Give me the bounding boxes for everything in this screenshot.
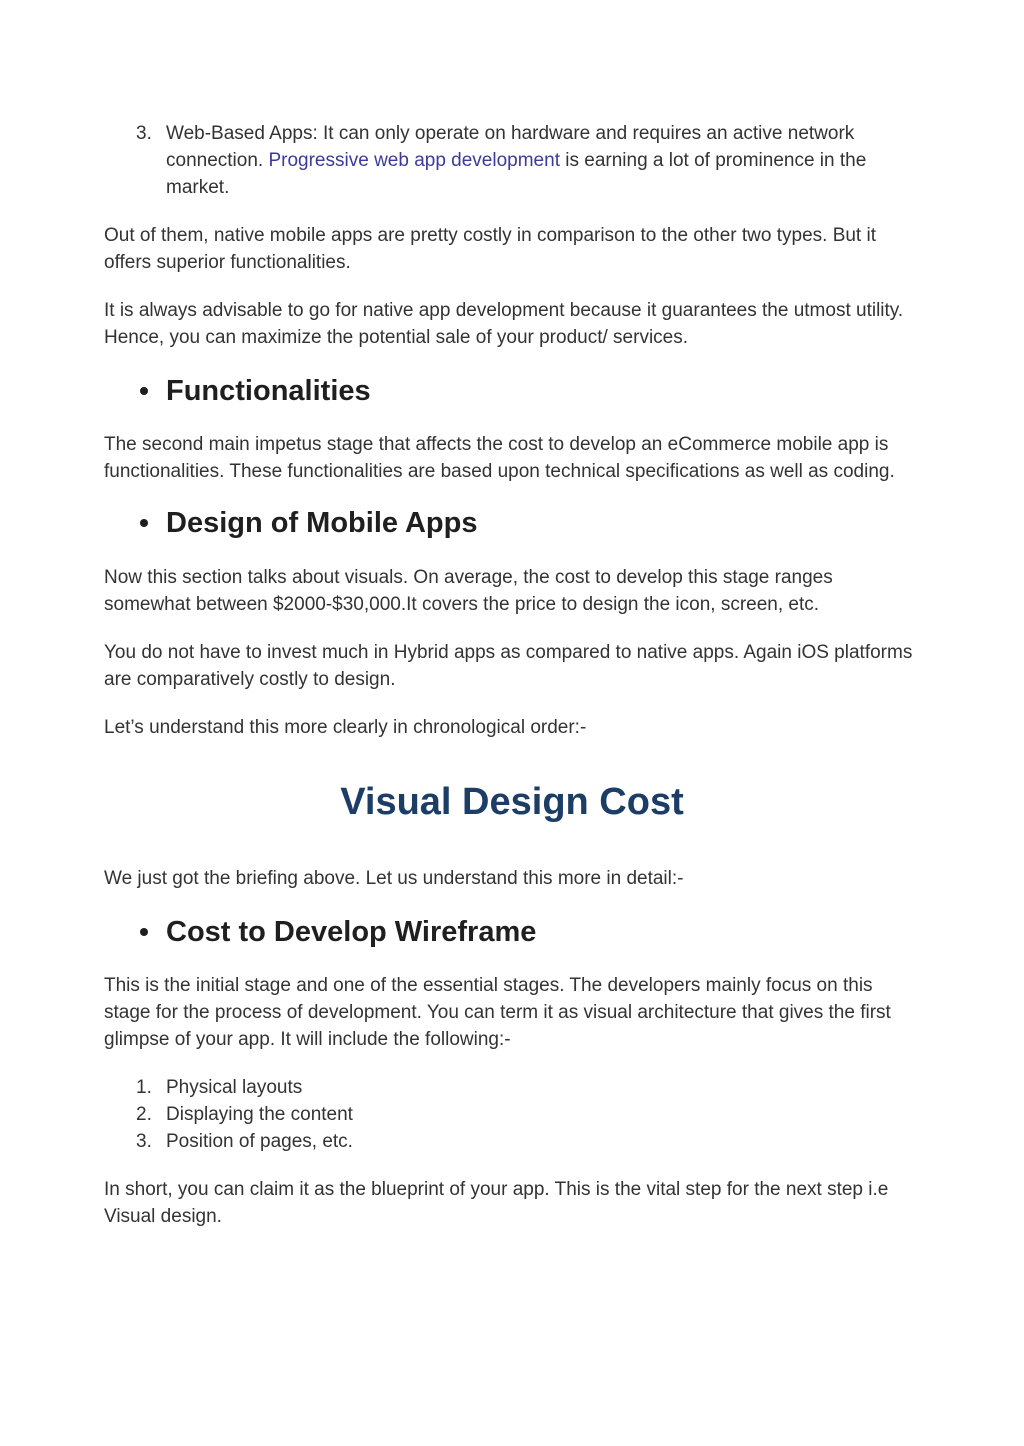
bullet-icon — [140, 928, 148, 936]
list-number: 1. — [136, 1077, 152, 1098]
bullet-icon — [140, 519, 148, 527]
app-types-list — [104, 120, 920, 201]
list-text-after: is earning a lot of prominence in the market. — [166, 150, 867, 198]
list-item — [104, 120, 920, 201]
bullet-icon — [140, 387, 148, 395]
paragraph-hybrid: You do not have to invest much in Hybrid apps as compared to native apps. Again iOS platforms are comparatively costly to design. — [104, 642, 913, 690]
pwa-development-link[interactable]: Progressive web app development — [268, 150, 560, 171]
heading-functionalities — [104, 373, 920, 409]
wireframe-list — [104, 1074, 920, 1155]
list-item — [104, 1101, 920, 1128]
paragraph-native-advice: It is always advisable to go for native app development because it guarantees the utmost utility. Hence, you can maximize the potential sale of your product/ services. — [104, 300, 904, 348]
section-title: Visual Design Cost — [340, 781, 684, 823]
paragraph-briefing: We just got the briefing above. Let us understand this more in detail:- — [104, 868, 684, 889]
paragraph-blueprint: In short, you can claim it as the blueprint of your app. This is the vital step for the next step i.e Visual design. — [104, 1179, 889, 1227]
paragraph-chronological: Let’s understand this more clearly in chronological order:- — [104, 717, 587, 738]
heading-wireframe — [104, 914, 920, 950]
list-text: Displaying the content — [166, 1104, 353, 1125]
list-number: 2. — [136, 1104, 152, 1125]
paragraph-wireframe: This is the initial stage and one of the essential stages. The developers mainly focus on this stage for the process of development. You can term it as visual architecture that gives the first glimpse of your app. It will include the following:- — [104, 975, 891, 1050]
paragraph-visuals: Now this section talks about visuals. On average, the cost to develop this stage ranges somewhat between $2000-$30,000.It covers the price to design the icon, screen, etc. — [104, 567, 833, 615]
paragraph-functionalities: The second main impetus stage that affects the cost to develop an eCommerce mobile app is functionalities. These functionalities are based upon technical specifications as well as coding. — [104, 434, 895, 482]
list-text: Position of pages, etc. — [166, 1131, 353, 1152]
list-item — [104, 1128, 920, 1155]
list-text-before: Web-Based Apps: It can only operate on hardware and requires an active network connection. — [166, 123, 855, 171]
paragraph-native-cost: Out of them, native mobile apps are pretty costly in comparison to the other two types. But it offers superior functionalities. — [104, 225, 876, 273]
list-item — [104, 1074, 920, 1101]
list-number: 3. — [136, 123, 152, 144]
heading-text: Cost to Develop Wireframe — [166, 916, 537, 948]
list-number: 3. — [136, 1131, 152, 1152]
heading-text: Design of Mobile Apps — [166, 507, 478, 539]
document-page — [104, 120, 920, 1230]
list-text: Physical layouts — [166, 1077, 303, 1098]
heading-design — [104, 505, 920, 541]
heading-text: Functionalities — [166, 375, 371, 407]
